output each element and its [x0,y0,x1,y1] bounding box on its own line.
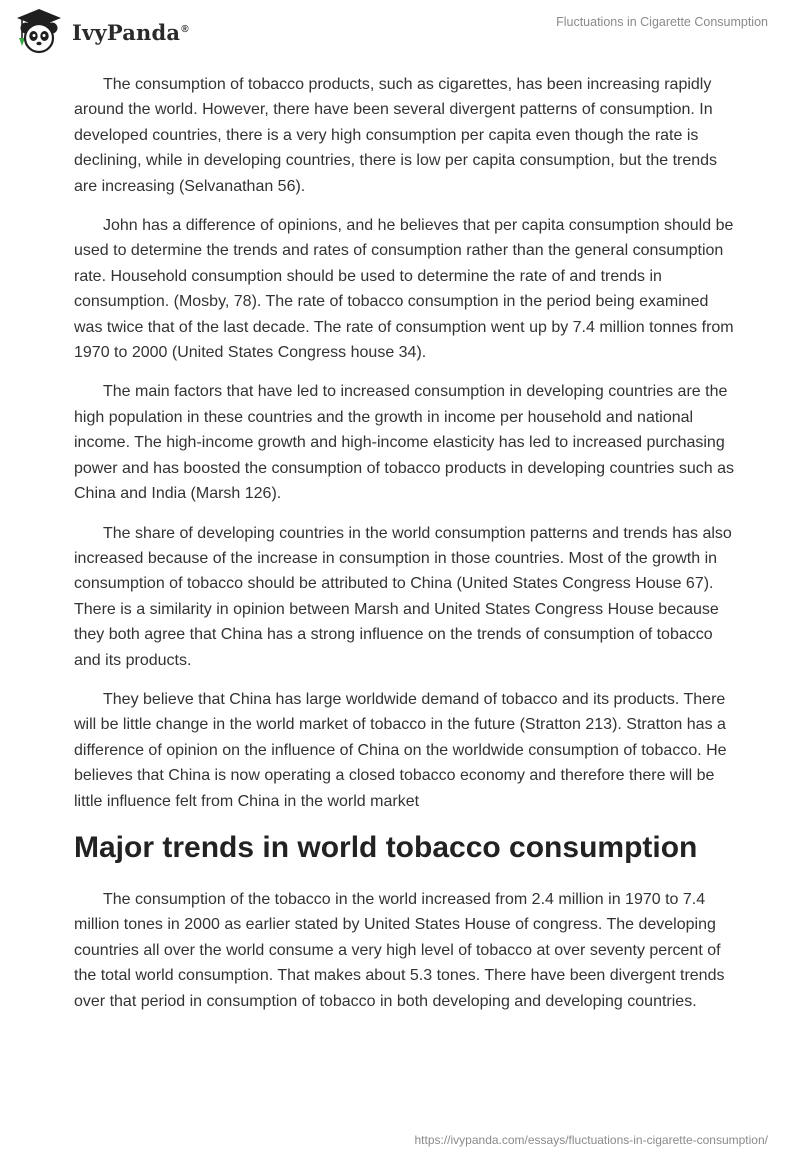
body-paragraph: The consumption of tobacco products, such as cigarettes, has been increasing rapidly around the world. However, there have been several divergent patterns of consumption. In developed countries, there is a very high consumption per capita even though the rate is declining, while in developing countries, there is low per capita consumption, but the trends are increasing (Selvanathan 56). [74,76,718,195]
ivypanda-logo[interactable] [14,6,189,56]
section-heading: Major trends in world tobacco consumption [74,830,698,864]
logo-text: IvyPanda [72,19,181,45]
essay-content [74,72,734,1028]
logo-wordmark [72,20,189,45]
body-paragraph: John has a difference of opinions, and he believes that per capita consumption should be used to determine the trends and rates of consumption rather than the general consumption rate. Household consumption should be used to determine the rate of and trends in consumption. (Mosby, 78). The rate of tobacco consumption in the period being examined was twice that of the last decade. The rate of consumption went up by 7.4 million tonnes from 1970 to 2000 (United States Congress house 34). [74,217,734,362]
page-header [0,0,800,60]
document-title: Fluctuations in Cigarette Consumption [556,15,768,29]
source-url[interactable]: https://ivypanda.com/essays/fluctuations-in-cigarette-consumption/ [414,1133,768,1147]
body-paragraph: They believe that China has large worldwide demand of tobacco and its products. There will be little change in the world market of tobacco in the future (Stratton 213). Stratton has a difference of opinion on the influence of China on the worldwide consumption of tobacco. He believes that China is now operating a closed tobacco economy and therefore there will be little influence felt from China in the world market [74,690,727,810]
body-paragraph: The main factors that have led to increased consumption in developing countries are the high population in these countries and the growth in income per household and national income. The high-income growth and high-income elasticity has led to increased purchasing power and has boosted the consumption of tobacco products in developing countries such as China and India (Marsh 126). [74,383,734,503]
body-paragraph: The share of developing countries in the world consumption patterns and trends has also increased because of the increase in consumption in those countries. Most of the growth in consumption of tobacco should be attributed to China (United States Congress House 67). There is a similarity in opinion between Marsh and United States Congress House because they both agree that China has a strong influence on the trends of consumption of tobacco and its products. [74,524,732,669]
registered-mark: ® [181,23,189,35]
body-paragraph: The consumption of the tobacco in the world increased from 2.4 million in 1970 to 7.4 million tones in 2000 as earlier stated by United States House of congress. The developing countries all over the world consume a very high level of tobacco at over seventy percent of the total world consumption. That makes about 5.3 tones. There have been divergent trends over that period in consumption of tobacco in both developing and developing countries. [74,890,725,1010]
panda-graduate-icon [14,6,64,56]
